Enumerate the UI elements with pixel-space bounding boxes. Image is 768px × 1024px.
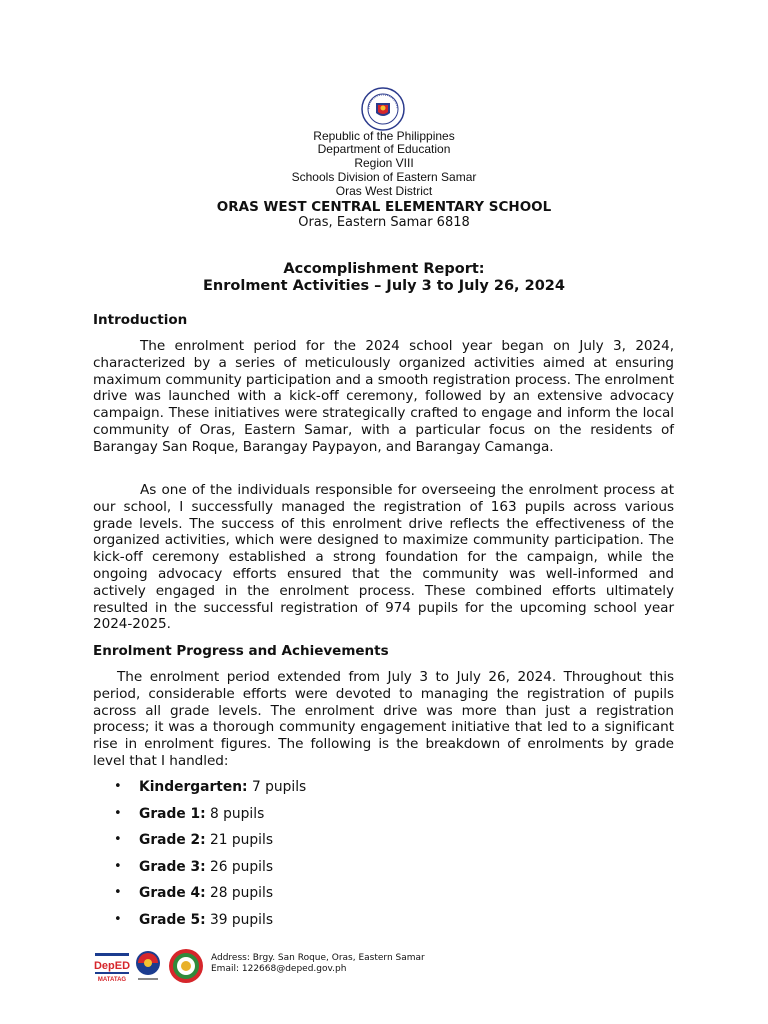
page-footer [94,948,694,988]
header-division: Schools Division of Eastern Samar [291,170,477,184]
bullet-icon: • [114,805,122,821]
grade-count: 7 pupils [251,779,307,795]
footer-email: Email: 122668@deped.gov.ph [211,964,347,974]
footer-address: Address: Brgy. San Roque, Oras, Eastern Samar [211,953,425,963]
grade-count: 21 pupils [209,832,274,849]
bagong-pilipinas-logo-icon [134,949,162,983]
grade-breakdown-list [93,777,306,937]
grade-label: Grade 5: [139,911,206,928]
deped-seal-icon [361,87,405,131]
school-seal-icon [168,948,204,984]
svg-text:MATATAG: MATATAG [97,977,127,983]
grade-label: Grade 1: [139,805,206,822]
header-republic: Republic of the Philippines [313,129,455,143]
bullet-icon: • [114,911,122,927]
grade-label: Grade 4: [139,885,206,902]
section-heading-introduction: Introduction [93,312,188,328]
intro-paragraph-1: The enrolment period for the 2024 school year began on July 3, 2024, characterized by a series of meticulously organized activities aimed at ensuring maximum community participation and a smooth registration process. The enrolment drive was launched with a kick-off ceremony, followed by an extensive advocacy campaign. These initiatives were strategically crafted to engage and inform the local community of Oras, Eastern Samar, with a particular focus on the residents of Barangay San Roque, Barangay Paypayon, and Barangay Camanga. [93,338,674,455]
intro-paragraph-2: As one of the individuals responsible for overseeing the enrolment process at our school, I successfully managed the registration of 163 pupils across various grade levels. The success of this enrolment drive reflects the effectiveness of the organized activities, which were designed to maximize community participation. The kick-off ceremony established a strong foundation for the campaign, while the ongoing advocacy efforts ensured that the community was well-informed and actively engaged in the enrolment process. These combined efforts ultimately resulted in the successful registration of 974 pupils for the upcoming school year 2024-2025. [93,482,674,633]
header-region: Region VIII [354,156,414,170]
bullet-icon: • [114,885,122,901]
grade-count: 8 pupils [209,805,265,822]
grade-count: 26 pupils [209,858,274,875]
school-address: Oras, Eastern Samar 6818 [298,215,470,230]
bullet-icon: • [114,832,122,848]
report-subtitle: Enrolment Activities – July 3 to July 26, 2024 [203,278,565,294]
list-item [93,910,306,937]
footer-contact [211,953,425,975]
list-item [93,777,306,804]
deped-matatag-logo-icon [94,950,130,984]
list-item [93,830,306,857]
bullet-icon: • [114,858,122,874]
report-title: Accomplishment Report: [283,261,485,277]
list-item [93,804,306,831]
section-heading-progress: Enrolment Progress and Achievements [93,643,389,659]
grade-count: 39 pupils [209,911,274,928]
bullet-icon: • [114,779,122,794]
header-district: Oras West District [335,184,433,198]
grade-label: Grade 2: [139,832,206,849]
list-item [93,857,306,884]
grade-label: Kindergarten: [139,779,248,795]
grade-label: Grade 3: [139,858,206,875]
school-name: ORAS WEST CENTRAL ELEMENTARY SCHOOL [216,199,552,215]
svg-text:DepED: DepED [94,960,130,972]
progress-paragraph: The enrolment period extended from July 3 to July 26, 2024. Throughout this period, considerable efforts were devoted to managing the registration of pupils across all grade levels. The enrolment drive was more than just a registration process; it was a thorough community engagement initiative that led to a significant rise in enrolment figures. The following is the breakdown of enrolments by grade level that I handled: [93,669,674,769]
grade-count: 28 pupils [209,885,274,902]
header-department: Department of Education [317,142,451,156]
list-item [93,883,306,910]
